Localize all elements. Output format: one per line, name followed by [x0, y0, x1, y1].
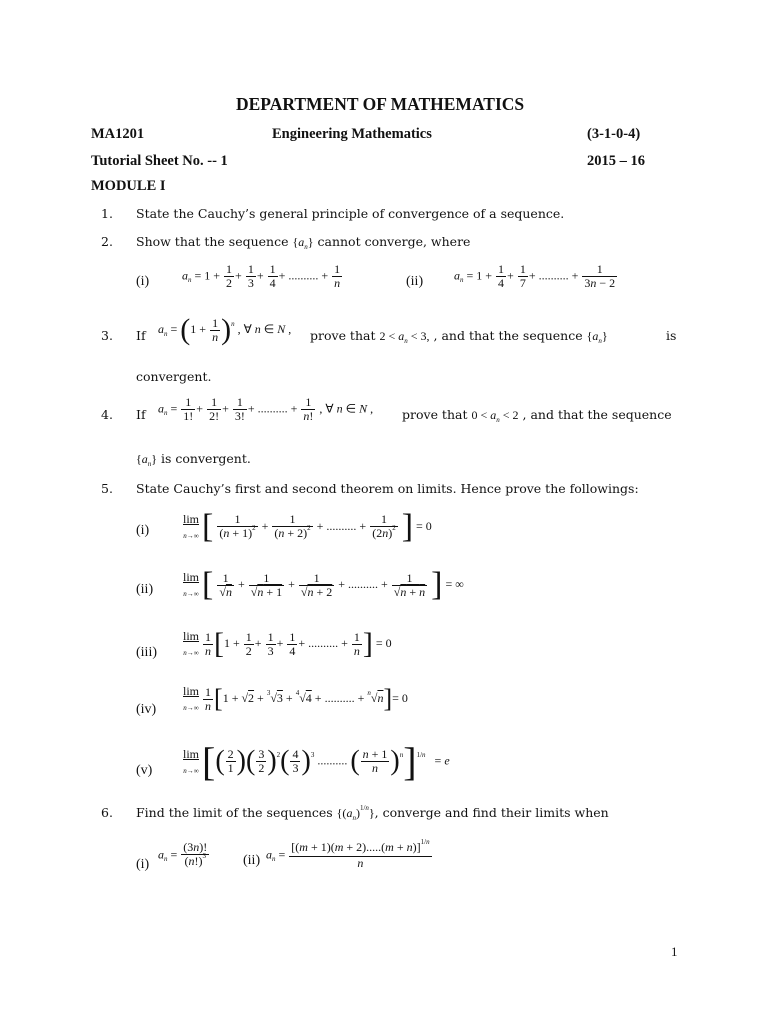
question-5-text: State Cauchy’s first and second theorem on limits. Hence prove the followings:	[136, 481, 639, 496]
question-2-text: Show that the sequence $\{a_n\}$ cannot converge, where	[136, 234, 471, 251]
question-2-number: 2.	[101, 234, 113, 249]
course-credits: (3-1-0-4)	[587, 126, 641, 142]
question-2-part-ii-label: (ii)	[406, 274, 424, 289]
question-4-prove: prove that $0 < a_n < 2$ , and that the sequence	[402, 407, 672, 424]
question-6-part-i-formula: $a_n$ = $\frac{(3n)!}{(n!)^3}$	[158, 840, 208, 868]
question-3-if: If	[136, 328, 146, 343]
question-5-part-iv-label: (iv)	[136, 702, 157, 717]
question-4-number: 4.	[101, 407, 113, 422]
question-2-part-i-formula: $a_n = 1$ + $\frac{1}{2}$ + $\frac{1}{3}$ + $\frac{1}{4}$ + .......... + $\frac{1}{n}$	[182, 262, 341, 290]
question-4-formula: $a_n$ = $\frac{1}{1!}$ + $\frac{1}{2!}$ + $\frac{1}{3!}$ + .......... + $\frac{1}{n!}$ , ∀ n ∈ N ,	[158, 395, 374, 423]
question-5-part-ii-label: (ii)	[136, 582, 154, 597]
question-3-convergent: convergent.	[136, 369, 212, 384]
tutorial-sheet: Tutorial Sheet No. -- 1	[91, 153, 228, 169]
question-3-is: is	[666, 328, 677, 343]
question-5-part-v-formula: lim n→∞ [( $\frac{2}{1}$ )( $\frac{3}{2}$ )$^2$( $\frac{4}{3}$ )$^3$ .......... ( $\frac{n + 1}{n}$ )$^n$]$^{1/n}$ = e	[183, 739, 450, 784]
question-6-number: 6.	[101, 805, 113, 820]
question-4-if: If	[136, 407, 146, 422]
question-5-part-v-label: (v)	[136, 763, 153, 778]
question-5-part-ii-formula: lim n→∞ [ $\frac{1}{√n}$ + $\frac{1}{√n + 1}$ + $\frac{1}{√n + 2}$ + .......... + $\frac{1}{√n + n}$ ] = ∞	[183, 566, 464, 603]
academic-year: 2015 – 16	[587, 153, 645, 169]
page-number: 1	[671, 944, 678, 959]
question-5-part-iii-formula: lim n→∞ $\frac{1}{n}$ [1 + $\frac{1}{2}$ + $\frac{1}{3}$ + $\frac{1}{4}$ + .......... + $\frac{1}{n}$ ] = 0	[183, 627, 392, 660]
question-3-number: 3.	[101, 328, 113, 343]
question-6-text: Find the limit of the sequences $\{(a_n)^{1/n}\}$, converge and find their limits when	[136, 804, 609, 822]
question-1-number: 1.	[101, 206, 113, 221]
question-4-convergent: $\{a_n\}$ is convergent.	[136, 451, 251, 468]
question-2-part-i-label: (i)	[136, 274, 150, 289]
question-5-part-i-formula: lim n→∞ [ $\frac{1}{(n + 1)^2}$ + $\frac{1}{(n + 2)^2}$ + .......... + $\frac{1}{(2n)^2}$ ] = 0	[183, 508, 432, 545]
department-title: DEPARTMENT OF MATHEMATICS	[236, 94, 525, 114]
question-6-part-i-label: (i)	[136, 857, 150, 872]
module-heading: MODULE I	[91, 178, 166, 194]
question-1-text: State the Cauchy’s general principle of convergence of a sequence.	[136, 206, 565, 221]
question-6-part-ii-label: (ii)	[243, 853, 261, 868]
sequence-an: $\{a_n\}$	[292, 235, 314, 251]
question-5-part-iv-formula: lim n→∞ $\frac{1}{n}$ [1 + √2 + $^3$√3 + $^4$√4 + .......... + $^n$√n]= 0	[183, 684, 408, 713]
question-5-part-iii-label: (iii)	[136, 645, 157, 660]
question-3-prove: prove that $2 < a_n < 3$, , and that the sequence $\{a_n\}$	[310, 328, 608, 345]
question-3-formula: $a_n = (1$ + $\frac{1}{n}$ )$^n$ , ∀ n ∈ N ,	[158, 313, 292, 346]
course-name: Engineering Mathematics	[272, 126, 432, 142]
question-2-part-ii-formula: $a_n = 1$ + $\frac{1}{4}$ + $\frac{1}{7}$ + .......... + $\frac{1}{3n - 2}$	[454, 262, 616, 290]
course-code: MA1201	[91, 126, 145, 142]
question-6-part-ii-formula: $a_n$ = $\frac{[(m + 1)(m + 2).....(m + n)]^{1/n}}{n}$	[266, 838, 430, 870]
question-5-number: 5.	[101, 481, 113, 496]
question-5-part-i-label: (i)	[136, 523, 150, 538]
